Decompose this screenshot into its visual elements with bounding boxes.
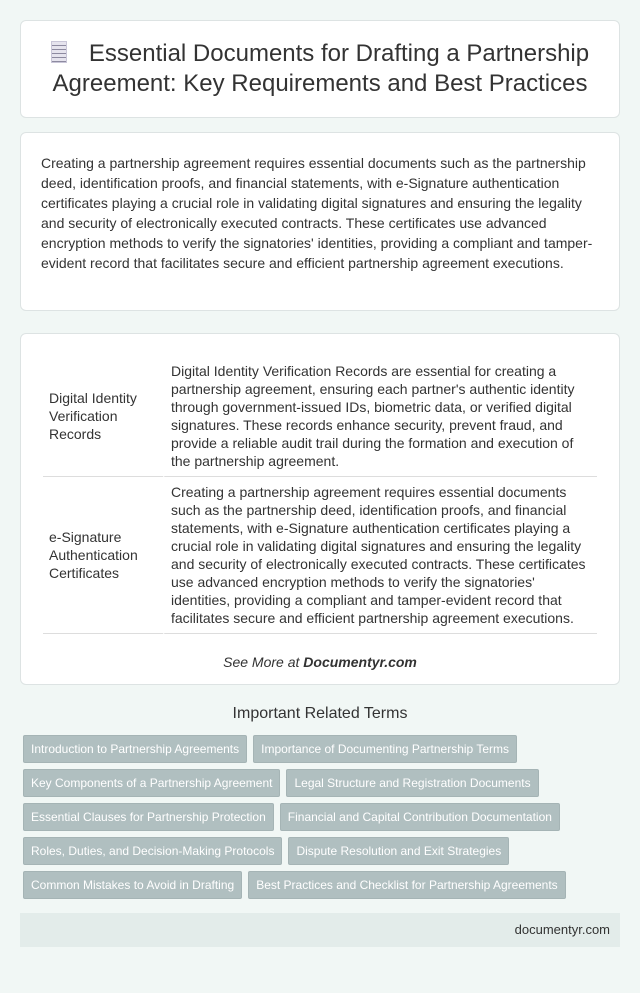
- related-term-tag[interactable]: Financial and Capital Contribution Documentation: [280, 803, 560, 831]
- related-term-tag[interactable]: Common Mistakes to Avoid in Drafting: [23, 871, 242, 899]
- related-terms-list: [20, 735, 620, 899]
- header-card: [20, 20, 620, 118]
- summary-card: Creating a partnership agreement requires essential documents such as the partnership deed, identification proofs, and financial statements, with e-Signature authentication certificates playing a crucial role in validating digital signatures and ensuring the legality and security of electronically executed contracts. These certificates use advanced encryption methods to verify the signatories' identities, providing a compliant and tamper-evident record that facilitates secure and efficient partnership agreement executions.: [20, 132, 620, 311]
- table-row: [43, 356, 597, 477]
- description-cell: Creating a partnership agreement requires essential documents such as the partnership deed, identification proofs, and financial statements, with e-Signature authentication certificates playing a crucial role in validating digital signatures and ensuring the legality and security of electronically executed contracts. These certificates use advanced encryption methods to verify the signatories' identities, providing a compliant and tamper-evident record that facilitates secure and efficient partnership agreement executions.: [163, 477, 597, 634]
- term-cell: e-Signature Authentication Certificates: [43, 477, 163, 634]
- related-term-tag[interactable]: Essential Clauses for Partnership Protection: [23, 803, 274, 831]
- related-term-tag[interactable]: Dispute Resolution and Exit Strategies: [288, 837, 509, 865]
- footer: documentyr.com: [20, 913, 620, 947]
- related-term-tag[interactable]: Importance of Documenting Partnership Terms: [253, 735, 517, 763]
- documents-table-card: [20, 333, 620, 685]
- related-term-tag[interactable]: Best Practices and Checklist for Partnership Agreements: [248, 871, 565, 899]
- term-cell: Digital Identity Verification Records: [43, 356, 163, 477]
- related-terms-title: Important Related Terms: [232, 705, 408, 722]
- page-title: [21, 39, 619, 99]
- see-more: [43, 654, 597, 670]
- related-term-tag[interactable]: Key Components of a Partnership Agreement: [23, 769, 280, 797]
- page-title-text: Essential Documents for Drafting a Partnership Agreement: Key Requirements and Best Practices: [52, 40, 590, 97]
- description-cell: Digital Identity Verification Records are essential for creating a partnership agreement, ensuring each partner's authentic identity through government-issued IDs, biometric data, or verified digital signatures. These records enhance security, prevent fraud, and provide a reliable audit trail during the formation and execution of the partnership agreement.: [163, 356, 597, 477]
- see-more-prefix: See More at: [223, 654, 304, 670]
- documents-table: [43, 356, 597, 634]
- document-icon: [51, 41, 67, 63]
- related-term-tag[interactable]: Roles, Duties, and Decision-Making Protocols: [23, 837, 282, 865]
- related-term-tag[interactable]: Legal Structure and Registration Documents: [286, 769, 538, 797]
- see-more-link[interactable]: Documentyr.com: [303, 654, 417, 670]
- related-term-tag[interactable]: Introduction to Partnership Agreements: [23, 735, 247, 763]
- table-row: [43, 477, 597, 634]
